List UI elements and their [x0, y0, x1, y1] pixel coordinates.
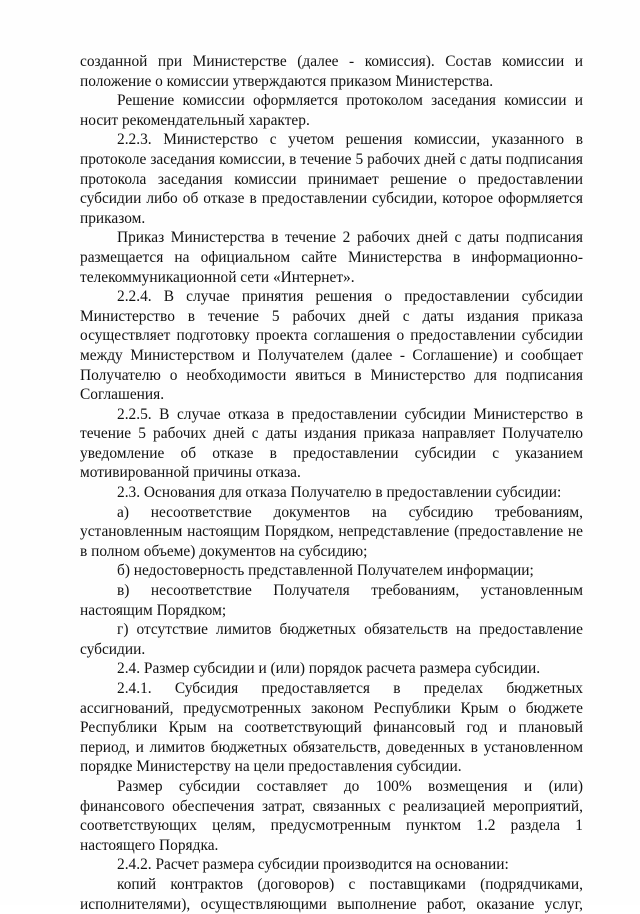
paragraph: 2.4.1. Субсидия предоставляется в пределах бюджетных ассигнований, предусмотренных законом Республики Крым о бюджете Республики Крым на соответствующий финансовый год и плановый период, и лимитов бюджетных обязательств, доведенных в установленном порядке Министерству на цели предоставления субсидии.: [80, 680, 583, 776]
paragraph: 2.3. Основания для отказа Получателю в предоставлении субсидии:: [117, 484, 562, 502]
paragraph: г) отсутствие лимитов бюджетных обязательств на предоставление субсидии.: [80, 621, 583, 658]
paragraph: 2.4. Размер субсидии и (или) порядок расчета размера субсидии.: [117, 660, 541, 678]
paragraph: 2.2.4. В случае принятия решения о предоставлении субсидии Министерство в течение 5 рабочих дней с даты издания приказа осуществляет подготовку проекта соглашения о предоставлении субсидии между Министерством и Получателем (далее - Соглашение) и сообщает Получателю о необходимости явиться в Министерство для подписания Соглашения.: [80, 288, 583, 404]
paragraph: Решение комиссии оформляется протоколом заседания комиссии и носит рекомендательный характер.: [80, 92, 583, 129]
paragraph: в) несоответствие Получателя требованиям, установленным настоящим Порядком;: [80, 582, 583, 619]
paragraph: Приказ Министерства в течение 2 рабочих дней с даты подписания размещается на официальном сайте Министерства в информационно-телекоммуникационной сети «Интернет».: [80, 229, 583, 286]
paragraph: созданной при Министерстве (далее - комиссия). Состав комиссии и положение о комиссии утверждаются приказом Министерства.: [80, 53, 583, 90]
paragraph: Размер субсидии составляет до 100% возмещения и (или) финансового обеспечения затрат, связанных с реализацией мероприятий, соответствующих целям, предусмотренным пунктом 1.2 раздела 1 настоящего Порядка.: [80, 777, 583, 854]
document-body: [80, 52, 583, 914]
paragraph: б) недостоверность представленной Получателем информации;: [117, 562, 534, 580]
paragraph: 2.2.5. В случае отказа в предоставлении субсидии Министерство в течение 5 рабочих дней с даты издания приказа направляет Получателю уведомление об отказе в предоставлении субсидии с указанием мотивированной причины отказа.: [80, 405, 583, 482]
paragraph: а) несоответствие документов на субсидию требованиям, установленным настоящим Порядком, непредставление (предоставление не в полном объеме) документов на субсидию;: [80, 503, 583, 560]
paragraph: копий контрактов (договоров) с поставщиками (подрядчиками, исполнителями), осуществляющими выполнение работ, оказание услуг,: [80, 875, 583, 913]
paragraph: 2.4.2. Расчет размера субсидии производится на основании:: [117, 856, 509, 874]
paragraph: 2.2.3. Министерство с учетом решения комиссии, указанного в протоколе заседания комиссии, в течение 5 рабочих дней с даты подписания протокола заседания комиссии принимает решение о предоставлении субсидии либо об отказе в предоставлении субсидии, которое оформляется приказом.: [80, 131, 583, 227]
